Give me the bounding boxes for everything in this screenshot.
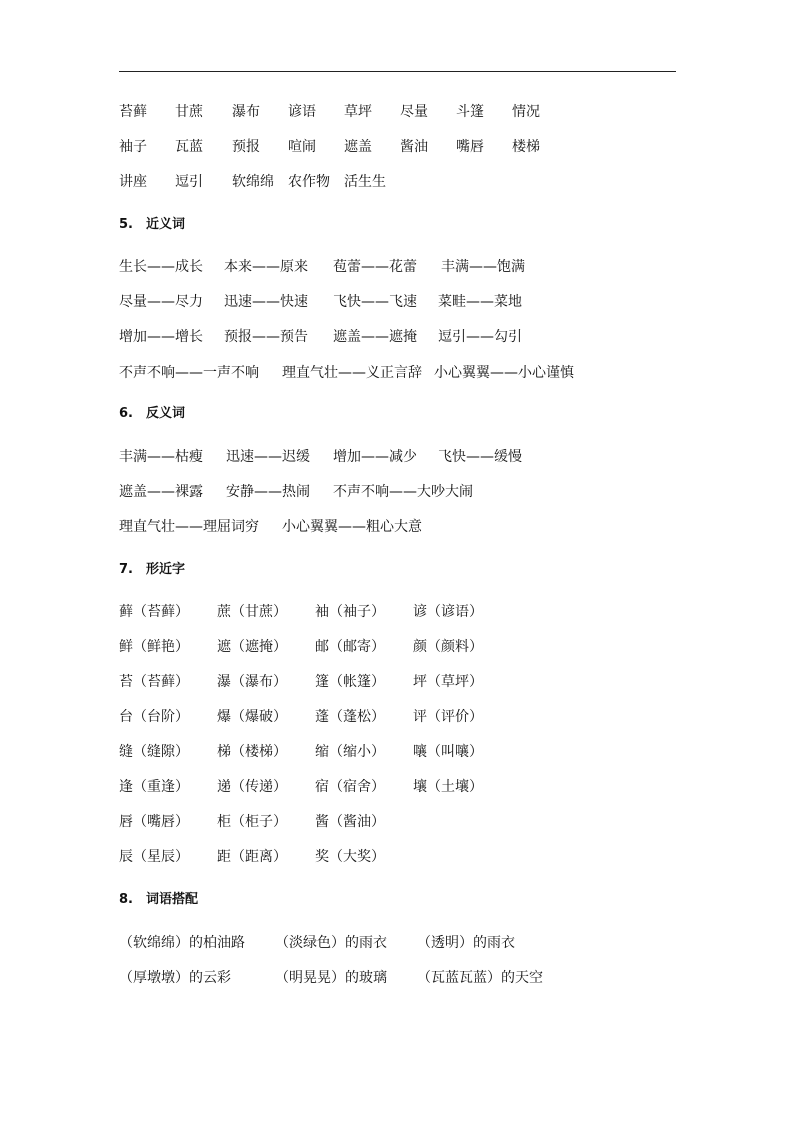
similar-char-item: 嚷（叫嚷） — [413, 744, 483, 760]
antonym-pair: 迅速——迟缓 — [226, 449, 310, 465]
header-rule — [119, 71, 676, 72]
similar-char-item: 台（台阶） — [119, 709, 189, 725]
similar-char-item: 蓬（蓬松） — [315, 709, 385, 725]
synonym-pair: 理直气壮——义正言辞 — [282, 365, 422, 381]
vocab-word: 情况 — [512, 104, 540, 120]
vocab-word: 草坪 — [344, 104, 372, 120]
similar-char-item: 蔗（甘蔗） — [217, 604, 287, 620]
collocation-item: （透明）的雨衣 — [417, 935, 515, 951]
similar-char-item: 坪（草坪） — [413, 674, 483, 690]
similar-char-item: 逢（重逢） — [119, 779, 189, 795]
vocab-word: 活生生 — [344, 174, 386, 190]
vocab-word: 遮盖 — [344, 139, 372, 155]
collocation-item: （淡绿色）的雨衣 — [275, 935, 387, 951]
similar-char-item: 唇（嘴唇） — [119, 814, 189, 830]
synonym-pair: 菜畦——菜地 — [438, 294, 522, 310]
synonym-pair: 不声不响——一声不响 — [119, 365, 259, 381]
collocation-item: （软绵绵）的柏油路 — [119, 935, 245, 951]
similar-char-item: 篷（帐篷） — [315, 674, 385, 690]
similar-char-item: 壤（土壤） — [413, 779, 483, 795]
similar-char-item: 距（距离） — [217, 849, 287, 865]
vocab-word: 斗篷 — [456, 104, 484, 120]
vocab-word: 农作物 — [288, 174, 330, 190]
antonym-pair: 安静——热闹 — [226, 484, 310, 500]
section-heading-antonyms: 6. 反义词 — [119, 406, 185, 421]
collocation-item: （明晃晃）的玻璃 — [275, 970, 387, 986]
section-heading-similar-chars: 7. 形近字 — [119, 562, 185, 577]
synonym-pair: 遮盖——遮掩 — [333, 329, 417, 345]
synonym-pair: 本来——原来 — [224, 259, 308, 275]
similar-char-item: 苔（苔藓） — [119, 674, 189, 690]
similar-char-item: 梯（楼梯） — [217, 744, 287, 760]
vocab-word: 袖子 — [119, 139, 147, 155]
similar-char-item: 评（评价） — [413, 709, 483, 725]
similar-char-item: 缝（缝隙） — [119, 744, 189, 760]
similar-char-item: 谚（谚语） — [413, 604, 483, 620]
similar-char-item: 奖（大奖） — [315, 849, 385, 865]
antonym-pair: 丰满——枯瘦 — [119, 449, 203, 465]
similar-char-item: 颜（颜料） — [413, 639, 483, 655]
similar-char-item: 爆（爆破） — [217, 709, 287, 725]
similar-char-item: 遮（遮掩） — [217, 639, 287, 655]
vocab-word: 甘蔗 — [175, 104, 203, 120]
synonym-pair: 增加——增长 — [119, 329, 203, 345]
antonym-pair: 理直气壮——理屈词穷 — [119, 519, 259, 535]
similar-char-item: 藓（苔藓） — [119, 604, 189, 620]
vocab-word: 逗引 — [175, 174, 203, 190]
similar-char-item: 宿（宿舍） — [315, 779, 385, 795]
vocab-word: 软绵绵 — [232, 174, 274, 190]
similar-char-item: 递（传递） — [217, 779, 287, 795]
similar-char-item: 辰（星辰） — [119, 849, 189, 865]
similar-char-item: 袖（袖子） — [315, 604, 385, 620]
synonym-pair: 预报——预告 — [224, 329, 308, 345]
vocab-word: 瀑布 — [232, 104, 260, 120]
vocab-word: 苔藓 — [119, 104, 147, 120]
similar-char-item: 鲜（鲜艳） — [119, 639, 189, 655]
vocab-word: 酱油 — [400, 139, 428, 155]
similar-char-item: 瀑（瀑布） — [217, 674, 287, 690]
synonym-pair: 尽量——尽力 — [119, 294, 203, 310]
antonym-pair: 增加——减少 — [333, 449, 417, 465]
collocation-item: （瓦蓝瓦蓝）的天空 — [417, 970, 543, 986]
synonym-pair: 丰满——饱满 — [441, 259, 525, 275]
similar-char-item: 柜（柜子） — [217, 814, 287, 830]
similar-char-item: 缩（缩小） — [315, 744, 385, 760]
vocab-word: 讲座 — [119, 174, 147, 190]
collocation-item: （厚墩墩）的云彩 — [119, 970, 231, 986]
synonym-pair: 小心翼翼——小心谨慎 — [434, 365, 574, 381]
vocab-word: 喧闹 — [288, 139, 316, 155]
vocab-word: 楼梯 — [512, 139, 540, 155]
similar-char-item: 酱（酱油） — [315, 814, 385, 830]
similar-char-item: 邮（邮寄） — [315, 639, 385, 655]
antonym-pair: 飞快——缓慢 — [438, 449, 522, 465]
section-heading-collocations: 8. 词语搭配 — [119, 892, 198, 907]
synonym-pair: 迅速——快速 — [224, 294, 308, 310]
section-heading-synonyms: 5. 近义词 — [119, 217, 185, 232]
synonym-pair: 苞蕾——花蕾 — [333, 259, 417, 275]
vocab-word: 尽量 — [400, 104, 428, 120]
antonym-pair: 遮盖——裸露 — [119, 484, 203, 500]
synonym-pair: 飞快——飞速 — [333, 294, 417, 310]
antonym-pair: 小心翼翼——粗心大意 — [282, 519, 422, 535]
vocab-word: 嘴唇 — [456, 139, 484, 155]
vocab-word: 预报 — [232, 139, 260, 155]
antonym-pair: 不声不响——大吵大闹 — [333, 484, 473, 500]
synonym-pair: 生长——成长 — [119, 259, 203, 275]
vocab-word: 瓦蓝 — [175, 139, 203, 155]
synonym-pair: 逗引——勾引 — [438, 329, 522, 345]
vocab-word: 谚语 — [288, 104, 316, 120]
